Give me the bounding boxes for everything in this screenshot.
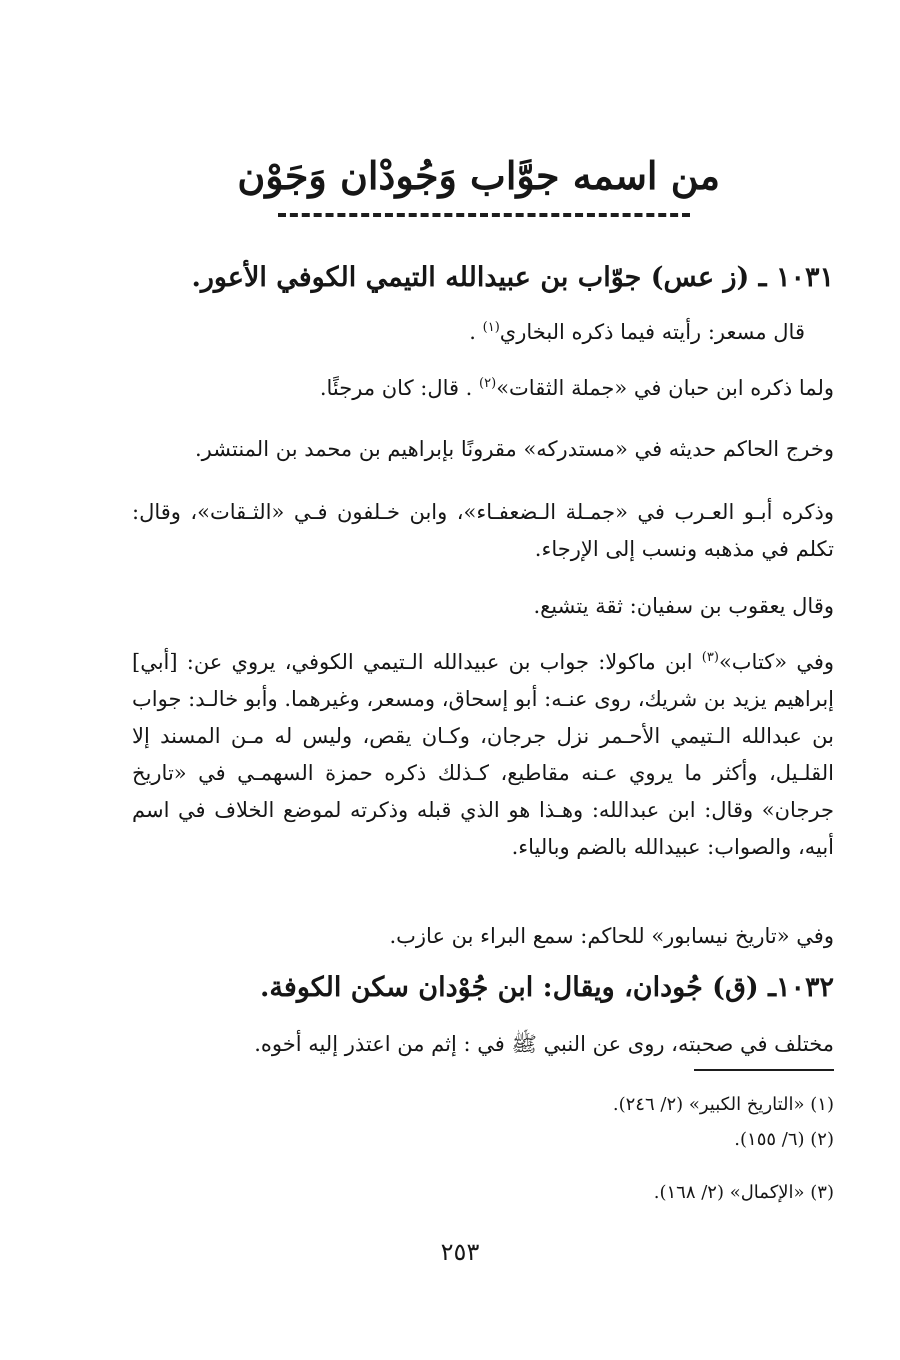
footnote: (١) «التاريخ الكبير» (٢/ ٢٤٦).	[612, 1094, 834, 1115]
paragraph	[132, 644, 834, 866]
page-number: ٢٥٣	[440, 1238, 480, 1266]
paragraph: وقال يعقوب بن سفيان: ثقة يتشيع.	[533, 594, 834, 618]
footnote-ref: (٢)	[479, 376, 497, 391]
paragraph: وخرج الحاكم حديثه في «مستدركه» مقرونًا بإبراهيم بن محمد بن المنتشر.	[194, 437, 834, 461]
entry-heading-1031: ١٠٣١ ـ (ز عس) جوّاب بن عبيدالله التيمي الكوفي الأعور.	[191, 262, 834, 293]
paragraph: وذكره أبـو العـرب في «جمـلة الـضعفـاء»، وابن خـلفون فـي «الثـقات»، وقال: تكلم في مذهبه ونسب إلى الإرجاء.	[132, 500, 834, 561]
paragraph-text: قال مسعر: رأيته فيما ذكره البخاري	[499, 320, 805, 344]
footnote-separator	[694, 1069, 834, 1071]
paragraph: وفي «تاريخ نيسابور» للحاكم: سمع البراء بن عازب.	[389, 924, 834, 948]
chapter-title: من اسمه جوَّاب وَجُودْان وَجَوْن	[237, 153, 720, 198]
paragraph-text: وفي «كتاب»	[718, 650, 834, 674]
footnote-ref: (١)	[482, 320, 500, 335]
paragraph-text: . قال: كان مرجئًا.	[319, 376, 480, 400]
paragraph	[132, 314, 805, 351]
title-dashed-rule	[278, 213, 690, 217]
paragraph-text: ابن ماكولا: جواب بن عبيدالله الـتيمي الكوفي، يروي عن: [أبي] إبراهيم يزيد بن شريك، روى عنـه: أبو إسحاق، ومسعر، وغيرهما. وأبو خالـد: جواب بن عبدالله الـتيمي الأحـمر نزل جرجان، وكـان يقص، وليس له مـن المسند إلا القلـيل، وأكثر ما يروي عـنه مقاطيع، كـذلك ذكره حمزة السهمـي في «تاريخ جرجان» وقال: ابن عبدالله: وهـذا هو الذي قبله وذكرته لموضع الخلاف في اسم أبيه، والصواب: عبيدالله بالضم وبالياء.	[132, 650, 834, 859]
paragraph: مختلف في صحبته، روى عن النبي ﷺ في : إثم من اعتذر إليه أخوه.	[254, 1032, 834, 1056]
footnote-ref: (٣)	[701, 650, 719, 665]
paragraph	[132, 370, 834, 407]
footnote: (٢) (٦/ ١٥٥).	[734, 1129, 834, 1150]
paragraph-text: .	[469, 320, 483, 344]
paragraph-text: ولما ذكره ابن حبان في «جملة الثقات»	[496, 376, 834, 400]
footnote: (٣) «الإكمال» (٢/ ١٦٨).	[653, 1182, 834, 1203]
entry-heading-1032: ١٠٣٢ـ (ق) جُودان، ويقال: ابن جُوْدان سكن الكوفة.	[260, 972, 834, 1003]
